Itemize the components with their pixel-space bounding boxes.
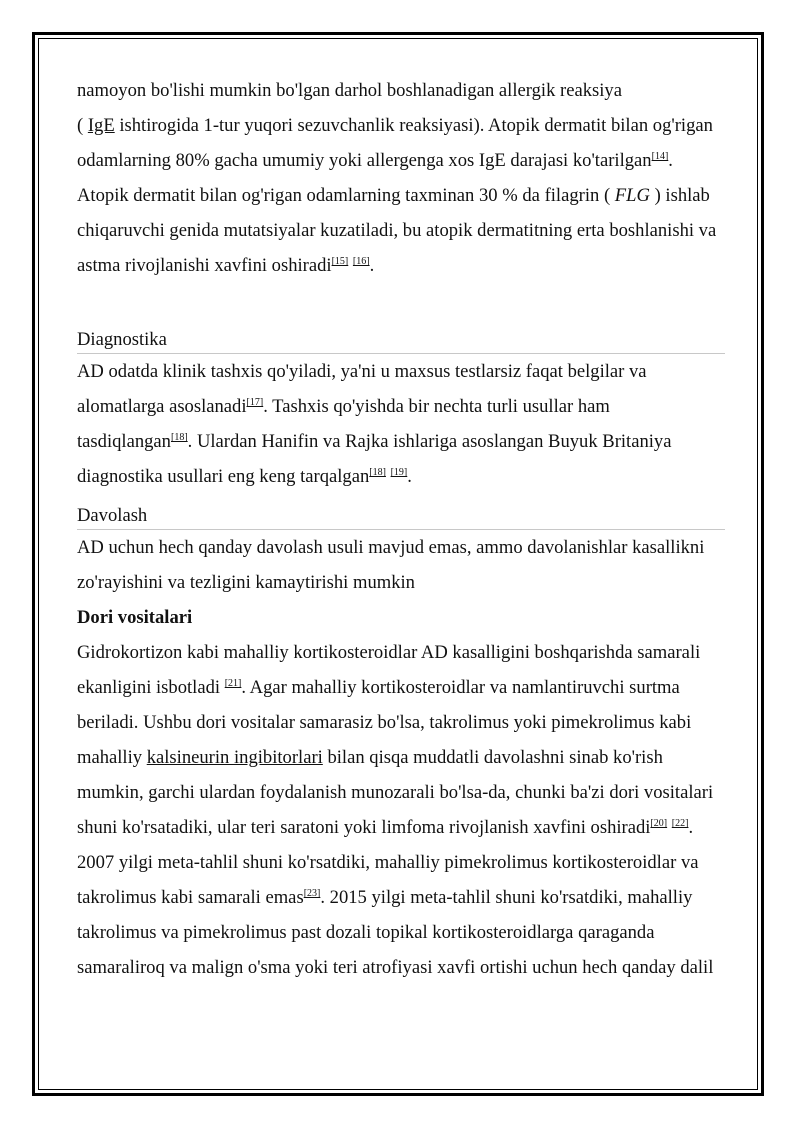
citation-link[interactable]: [23] (303, 888, 321, 899)
section-heading-davolash: Davolash (77, 502, 725, 530)
citation-link[interactable]: [14] (651, 151, 669, 162)
paragraph-dori: Gidrokortizon kabi mahalliy kortikosteroidlar AD kasalligini boshqarishda samarali ekanligini isbotladi [21]. Agar mahalliy kortikosteroidlar va namlantiruvchi surtma beriladi. Ushbu dori vositalar samarasiz bo'lsa, takrolimus yoki pimekrolimus kabi mahalliy kalsineurin ingibitorlari bilan qisqa muddatli davolashni sinab ko'rish mumkin, garchi ulardan foydalanish munozarali bo'lsa-da, chunki ba'zi dori vositalari shuni ko'rsatadiki, ular teri saratoni yoki limfoma rivojlanish xavfini oshiradi[20] [22]. 2007 yilgi meta-tahlil shuni ko'rsatdiki, mahalliy pimekrolimus kortikosteroidlar va takrolimus kabi samarali emas[23]. 2015 yilgi meta-tahlil shuni ko'rsatdiki, mahalliy takrolimus va pimekrolimus past dozali topikal kortikosteroidlarga qaraganda samaraliroq va malign o'sma yoki teri atrofiyasi xavfi ortishi uchun hech qanday dalil (77, 642, 714, 978)
kalsineurin-link[interactable]: kalsineurin ingibitorlari (146, 747, 323, 768)
citation-link[interactable]: [18] (369, 467, 386, 478)
citation-link[interactable]: [22] (671, 818, 689, 829)
citation-link[interactable]: [21] (224, 678, 242, 689)
subheading-dori-vositalari: Dori vositalari (77, 607, 193, 628)
flg-gene: FLG (614, 185, 650, 206)
citation-link[interactable]: [17] (246, 397, 264, 408)
citation-link[interactable]: [19] (390, 467, 408, 478)
paragraph-diagnostika: AD odatda klinik tashxis qo'yiladi, ya'ni u maxsus testlarsiz faqat belgilar va alomatlarga asoslanadi[17]. Tashxis qo'yishda bir nechta turli usullar ham tasdiqlangan[18]. Ulardan Hanifin va Rajka ishlariga asoslangan Buyuk Britaniya diagnostika usullari eng keng tarqalgan[18] [19]. (77, 361, 672, 487)
section-heading-diagnostika: Diagnostika (77, 326, 725, 354)
citation-link[interactable]: [16] (352, 256, 370, 267)
paragraph-allergy: namoyon bo'lishi mumkin bo'lgan darhol boshlanadigan allergik reaksiya ( IgE ishtirogida 1-tur yuqori sezuvchanlik reaksiyasi). Atopik dermatit bilan og'rigan odamlarning 80% gacha umumiy yoki allergenga xos IgE darajasi ko'tarilgan[14]. (77, 80, 713, 171)
paragraph-filaggrin: Atopik dermatit bilan og'rigan odamlarning taxminan 30 % da filagrin ( FLG ) ishlab chiqaruvchi genida mutatsiyalar kuzatiladi, bu atopik dermatitning erta boshlanishi va astma rivojlanishi xavfini oshiradi[15] [16]. (77, 185, 717, 276)
document-body (77, 73, 725, 985)
ige-link[interactable]: IgE (87, 115, 115, 136)
citation-link[interactable]: [18] (170, 432, 188, 443)
paragraph-davolash: AD uchun hech qanday davolash usuli mavjud emas, ammo davolanishlar kasallikni zo'rayishini va tezligini kamaytirishi mumkin (77, 537, 705, 593)
citation-link[interactable]: [15] (331, 256, 349, 267)
citation-link[interactable]: [20] (650, 818, 668, 829)
